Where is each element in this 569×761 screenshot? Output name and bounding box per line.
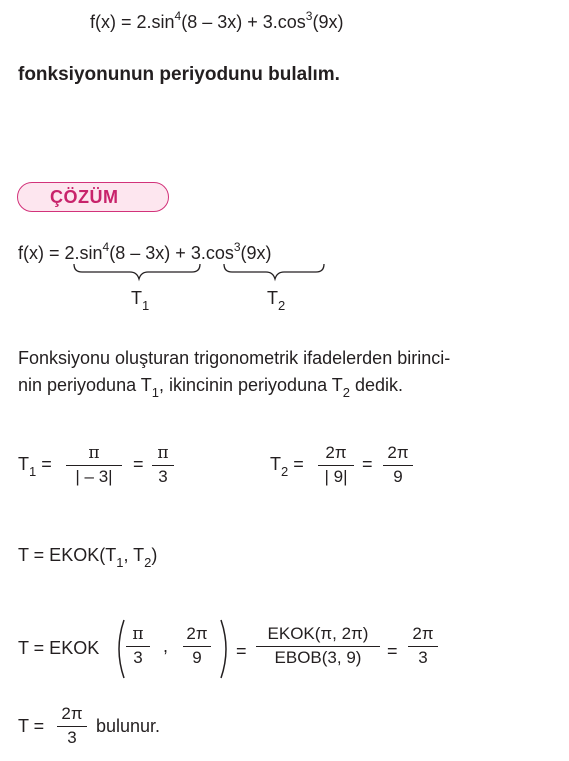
lcm-equals-1: = bbox=[236, 641, 247, 661]
t2-fraction-1: 2π | 9| bbox=[318, 444, 354, 486]
plus-sign: + bbox=[175, 243, 186, 263]
term-1: $2.\sin^4(8 - 3x)$ bbox=[64, 240, 171, 263]
lcm-fraction-b: 2π 9 bbox=[183, 625, 211, 667]
underbraces bbox=[0, 262, 569, 286]
lcm-definition: $T = EKOK(T_1$, $T_2$) bbox=[18, 545, 158, 570]
lcm-fraction-d: 2π 3 bbox=[408, 625, 438, 667]
solution-badge-label: ÇÖZÜM bbox=[50, 187, 119, 207]
underbrace-2 bbox=[224, 264, 324, 279]
function-text: f(x) = 2.sin bbox=[90, 12, 175, 32]
term-2: $3.\cos^3(9x)$ bbox=[190, 240, 272, 263]
t2-fraction-2: 2π 9 bbox=[383, 444, 413, 486]
t1-fraction-1: π | – 3| bbox=[66, 444, 122, 486]
explanation-line-2: nin periyoduna $T_1$, ikincinin periyoduna $T_2$ dedik. bbox=[18, 375, 404, 400]
exponent: 3 bbox=[305, 9, 313, 23]
right-paren bbox=[219, 618, 233, 680]
label-t1: $T_1$ bbox=[131, 288, 150, 313]
label-t2: $T_2$ bbox=[267, 288, 286, 313]
fx-prefix: f(x) = bbox=[18, 243, 65, 263]
lcm-fraction-a: π 3 bbox=[126, 625, 150, 667]
result-fraction: 2π 3 bbox=[57, 705, 87, 747]
t1-equals: = bbox=[133, 454, 144, 474]
lcm-eval-prefix: T = EKOK bbox=[18, 638, 100, 658]
function-text: (8 – 3x) + 3.cos bbox=[181, 12, 306, 32]
problem-prompt: fonksiyonunun periyodunu bulalım. bbox=[18, 64, 340, 85]
explanation-line-1: Fonksiyonu oluşturan trigonometrik ifadelerden birinci- bbox=[18, 348, 451, 368]
lcm-comma: , bbox=[163, 636, 169, 656]
lcm-equals-2: = bbox=[387, 641, 398, 661]
fx-expression bbox=[18, 240, 272, 264]
result-prefix: T = bbox=[18, 716, 45, 736]
left-paren bbox=[112, 618, 126, 680]
t2-equals: = bbox=[362, 454, 373, 474]
t2-lhs: $T_2$ = bbox=[270, 454, 304, 479]
t1-fraction-2: π 3 bbox=[152, 444, 174, 486]
t1-lhs: $T_1$ = bbox=[18, 454, 52, 479]
exponent: 4 bbox=[174, 9, 182, 23]
function-text: (9x) bbox=[312, 12, 344, 32]
lcm-fraction-c: EKOK(π, 2π) EBOB(3, 9) bbox=[256, 625, 380, 667]
underbrace-1 bbox=[74, 264, 200, 279]
function-definition bbox=[90, 9, 344, 33]
solution-badge bbox=[17, 182, 169, 212]
result-suffix: bulunur. bbox=[96, 716, 161, 736]
